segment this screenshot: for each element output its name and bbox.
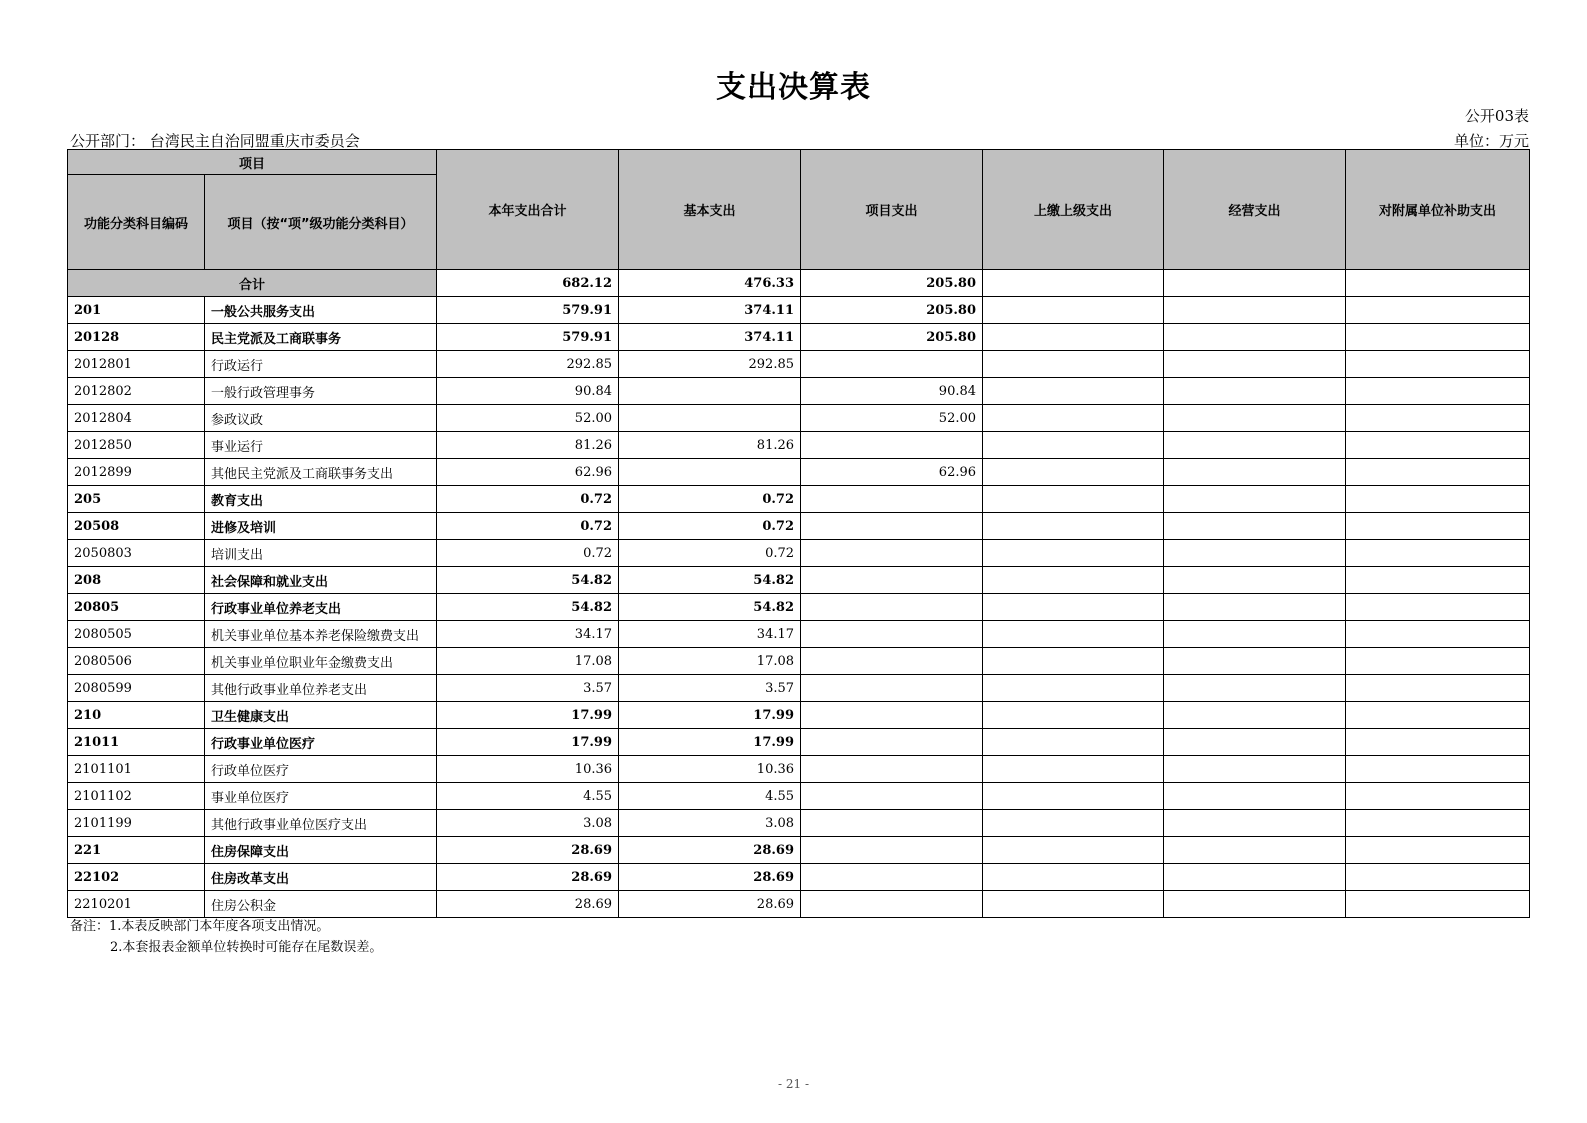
row-basic: 374.11 [619, 324, 801, 351]
row-project [801, 675, 983, 702]
table-row [68, 459, 1530, 486]
row-code: 208 [68, 567, 205, 594]
row-subsidiary [1346, 540, 1530, 567]
row-project [801, 621, 983, 648]
row-subsidiary [1346, 297, 1530, 324]
unit-label: 单位：万元 [1453, 132, 1529, 150]
row-code: 205 [68, 486, 205, 513]
row-basic: 3.08 [619, 810, 801, 837]
row-project: 62.96 [801, 459, 983, 486]
row-project: 90.84 [801, 378, 983, 405]
form-number: 公开03表 [1464, 107, 1529, 125]
row-upper [983, 621, 1164, 648]
row-operating [1164, 594, 1346, 621]
notes [70, 916, 382, 958]
row-total: 54.82 [437, 567, 619, 594]
row-project: 52.00 [801, 405, 983, 432]
row-upper [983, 540, 1164, 567]
row-code: 210 [68, 702, 205, 729]
table-row [68, 756, 1530, 783]
row-operating [1164, 729, 1346, 756]
row-code: 2012850 [68, 432, 205, 459]
row-project [801, 486, 983, 513]
table-row [68, 540, 1530, 567]
row-upper [983, 432, 1164, 459]
row-basic: 17.99 [619, 702, 801, 729]
row-basic: 17.08 [619, 648, 801, 675]
row-total: 0.72 [437, 513, 619, 540]
row-total: 4.55 [437, 783, 619, 810]
row-subsidiary [1346, 351, 1530, 378]
row-name: 卫生健康支出 [205, 702, 437, 729]
row-total: 579.91 [437, 324, 619, 351]
row-subsidiary [1346, 513, 1530, 540]
row-project [801, 648, 983, 675]
header-name: 项目（按“项”级功能分类科目） [205, 175, 437, 270]
row-basic: 3.57 [619, 675, 801, 702]
table-row [68, 432, 1530, 459]
table-row [68, 486, 1530, 513]
table-row [68, 729, 1530, 756]
row-name: 机关事业单位职业年金缴费支出 [205, 648, 437, 675]
row-upper [983, 297, 1164, 324]
row-name: 民主党派及工商联事务 [205, 324, 437, 351]
row-basic [619, 459, 801, 486]
row-code: 2101199 [68, 810, 205, 837]
row-basic: 54.82 [619, 567, 801, 594]
row-upper [983, 675, 1164, 702]
table-row [68, 783, 1530, 810]
row-total: 3.08 [437, 810, 619, 837]
row-upper [983, 324, 1164, 351]
row-code: 22102 [68, 864, 205, 891]
row-basic: 0.72 [619, 486, 801, 513]
row-total: 28.69 [437, 891, 619, 918]
row-project: 205.80 [801, 297, 983, 324]
header-basic: 基本支出 [619, 150, 801, 270]
row-code: 20128 [68, 324, 205, 351]
row-subsidiary [1346, 378, 1530, 405]
row-basic: 292.85 [619, 351, 801, 378]
total-project: 205.80 [801, 270, 983, 297]
total-amount: 682.12 [437, 270, 619, 297]
row-name: 住房公积金 [205, 891, 437, 918]
table-row [68, 891, 1530, 918]
total-upper [983, 270, 1164, 297]
row-code: 20508 [68, 513, 205, 540]
row-total: 81.26 [437, 432, 619, 459]
note-line-2: 2.本套报表金额单位转换时可能存在尾数误差。 [110, 940, 383, 955]
row-operating [1164, 756, 1346, 783]
row-name: 培训支出 [205, 540, 437, 567]
row-operating [1164, 621, 1346, 648]
row-code: 221 [68, 837, 205, 864]
row-upper [983, 486, 1164, 513]
row-subsidiary [1346, 891, 1530, 918]
row-project [801, 540, 983, 567]
total-label: 合计 [68, 270, 437, 297]
header-subsidiary: 对附属单位补助支出 [1346, 150, 1530, 270]
row-total: 10.36 [437, 756, 619, 783]
row-name: 一般公共服务支出 [205, 297, 437, 324]
row-operating [1164, 540, 1346, 567]
row-project [801, 891, 983, 918]
row-operating [1164, 702, 1346, 729]
row-operating [1164, 864, 1346, 891]
data-rows [68, 297, 1530, 918]
row-name: 机关事业单位基本养老保险缴费支出 [205, 621, 437, 648]
row-upper [983, 729, 1164, 756]
table-row [68, 324, 1530, 351]
row-name: 其他行政事业单位养老支出 [205, 675, 437, 702]
row-subsidiary [1346, 324, 1530, 351]
row-basic [619, 405, 801, 432]
row-subsidiary [1346, 675, 1530, 702]
row-upper [983, 351, 1164, 378]
row-operating [1164, 891, 1346, 918]
row-basic: 0.72 [619, 513, 801, 540]
row-project [801, 729, 983, 756]
row-operating [1164, 810, 1346, 837]
row-subsidiary [1346, 702, 1530, 729]
row-basic: 34.17 [619, 621, 801, 648]
row-upper [983, 810, 1164, 837]
table-row [68, 621, 1530, 648]
row-subsidiary [1346, 486, 1530, 513]
row-name: 事业单位医疗 [205, 783, 437, 810]
row-project [801, 837, 983, 864]
row-operating [1164, 378, 1346, 405]
expenditure-table [67, 149, 1530, 918]
row-subsidiary [1346, 459, 1530, 486]
row-name: 一般行政管理事务 [205, 378, 437, 405]
row-basic: 54.82 [619, 594, 801, 621]
page-number: - 21 - [777, 1077, 809, 1091]
row-code: 2050803 [68, 540, 205, 567]
row-operating [1164, 324, 1346, 351]
row-name: 行政事业单位医疗 [205, 729, 437, 756]
row-basic: 28.69 [619, 837, 801, 864]
row-name: 事业运行 [205, 432, 437, 459]
row-operating [1164, 837, 1346, 864]
row-subsidiary [1346, 810, 1530, 837]
table-row [68, 297, 1530, 324]
header-total: 本年支出合计 [437, 150, 619, 270]
table-row [68, 864, 1530, 891]
row-upper [983, 648, 1164, 675]
table-row [68, 648, 1530, 675]
table-row [68, 351, 1530, 378]
row-total: 90.84 [437, 378, 619, 405]
total-basic: 476.33 [619, 270, 801, 297]
row-code: 2012801 [68, 351, 205, 378]
row-subsidiary [1346, 837, 1530, 864]
row-subsidiary [1346, 729, 1530, 756]
header-project-expenditure: 项目支出 [801, 150, 983, 270]
row-total: 62.96 [437, 459, 619, 486]
row-subsidiary [1346, 594, 1530, 621]
row-basic: 17.99 [619, 729, 801, 756]
header-upper: 上缴上级支出 [983, 150, 1164, 270]
row-operating [1164, 675, 1346, 702]
row-subsidiary [1346, 783, 1530, 810]
row-subsidiary [1346, 864, 1530, 891]
row-code: 2101102 [68, 783, 205, 810]
row-code: 2012802 [68, 378, 205, 405]
row-name: 其他行政事业单位医疗支出 [205, 810, 437, 837]
row-basic: 10.36 [619, 756, 801, 783]
row-total: 52.00 [437, 405, 619, 432]
row-code: 201 [68, 297, 205, 324]
row-total: 34.17 [437, 621, 619, 648]
row-code: 2210201 [68, 891, 205, 918]
row-subsidiary [1346, 756, 1530, 783]
row-total: 17.99 [437, 729, 619, 756]
row-basic: 81.26 [619, 432, 801, 459]
row-subsidiary [1346, 621, 1530, 648]
row-operating [1164, 432, 1346, 459]
header-code: 功能分类科目编码 [68, 175, 205, 270]
table-row [68, 837, 1530, 864]
page-title: 支出决算表 [716, 70, 871, 105]
row-project [801, 567, 983, 594]
table-row [68, 702, 1530, 729]
row-name: 住房改革支出 [205, 864, 437, 891]
row-basic: 28.69 [619, 864, 801, 891]
row-total: 292.85 [437, 351, 619, 378]
row-upper [983, 567, 1164, 594]
row-project [801, 783, 983, 810]
total-subsidiary [1346, 270, 1530, 297]
row-operating [1164, 567, 1346, 594]
row-subsidiary [1346, 648, 1530, 675]
table-row [68, 594, 1530, 621]
row-name: 行政运行 [205, 351, 437, 378]
row-total: 17.08 [437, 648, 619, 675]
row-code: 2080599 [68, 675, 205, 702]
row-name: 进修及培训 [205, 513, 437, 540]
row-project [801, 351, 983, 378]
department-label: 公开部门： 台湾民主自治同盟重庆市委员会 [70, 132, 360, 150]
row-operating [1164, 783, 1346, 810]
row-operating [1164, 648, 1346, 675]
row-code: 2101101 [68, 756, 205, 783]
table-row [68, 405, 1530, 432]
row-name: 住房保障支出 [205, 837, 437, 864]
table-row [68, 675, 1530, 702]
row-project: 205.80 [801, 324, 983, 351]
row-operating [1164, 513, 1346, 540]
row-total: 579.91 [437, 297, 619, 324]
row-basic: 28.69 [619, 891, 801, 918]
row-basic [619, 378, 801, 405]
row-code: 21011 [68, 729, 205, 756]
row-code: 20805 [68, 594, 205, 621]
row-name: 行政单位医疗 [205, 756, 437, 783]
row-upper [983, 378, 1164, 405]
note-line-1: 备注：1.本表反映部门本年度各项支出情况。 [70, 919, 330, 934]
row-basic: 374.11 [619, 297, 801, 324]
row-upper [983, 756, 1164, 783]
header-project: 项目 [68, 150, 437, 175]
row-project [801, 810, 983, 837]
row-name: 其他民主党派及工商联事务支出 [205, 459, 437, 486]
row-total: 28.69 [437, 837, 619, 864]
row-total: 54.82 [437, 594, 619, 621]
row-name: 教育支出 [205, 486, 437, 513]
header-operating: 经营支出 [1164, 150, 1346, 270]
row-project [801, 432, 983, 459]
row-total: 28.69 [437, 864, 619, 891]
row-upper [983, 702, 1164, 729]
row-operating [1164, 351, 1346, 378]
row-project [801, 594, 983, 621]
row-upper [983, 837, 1164, 864]
row-code: 2080505 [68, 621, 205, 648]
row-total: 3.57 [437, 675, 619, 702]
row-upper [983, 459, 1164, 486]
table-row [68, 378, 1530, 405]
row-code: 2012899 [68, 459, 205, 486]
row-operating [1164, 405, 1346, 432]
row-upper [983, 864, 1164, 891]
row-subsidiary [1346, 567, 1530, 594]
row-name: 社会保障和就业支出 [205, 567, 437, 594]
row-operating [1164, 297, 1346, 324]
table-row [68, 513, 1530, 540]
row-subsidiary [1346, 432, 1530, 459]
row-upper [983, 783, 1164, 810]
row-subsidiary [1346, 405, 1530, 432]
row-upper [983, 405, 1164, 432]
table-row [68, 810, 1530, 837]
row-upper [983, 513, 1164, 540]
row-total: 0.72 [437, 540, 619, 567]
table-row [68, 567, 1530, 594]
row-total: 0.72 [437, 486, 619, 513]
row-operating [1164, 459, 1346, 486]
row-project [801, 513, 983, 540]
row-basic: 0.72 [619, 540, 801, 567]
row-name: 行政事业单位养老支出 [205, 594, 437, 621]
row-project [801, 864, 983, 891]
row-project [801, 756, 983, 783]
row-operating [1164, 486, 1346, 513]
row-project [801, 702, 983, 729]
row-code: 2012804 [68, 405, 205, 432]
row-total: 17.99 [437, 702, 619, 729]
row-upper [983, 594, 1164, 621]
row-basic: 4.55 [619, 783, 801, 810]
total-row [68, 270, 1530, 297]
row-name: 参政议政 [205, 405, 437, 432]
total-operating [1164, 270, 1346, 297]
row-code: 2080506 [68, 648, 205, 675]
row-upper [983, 891, 1164, 918]
